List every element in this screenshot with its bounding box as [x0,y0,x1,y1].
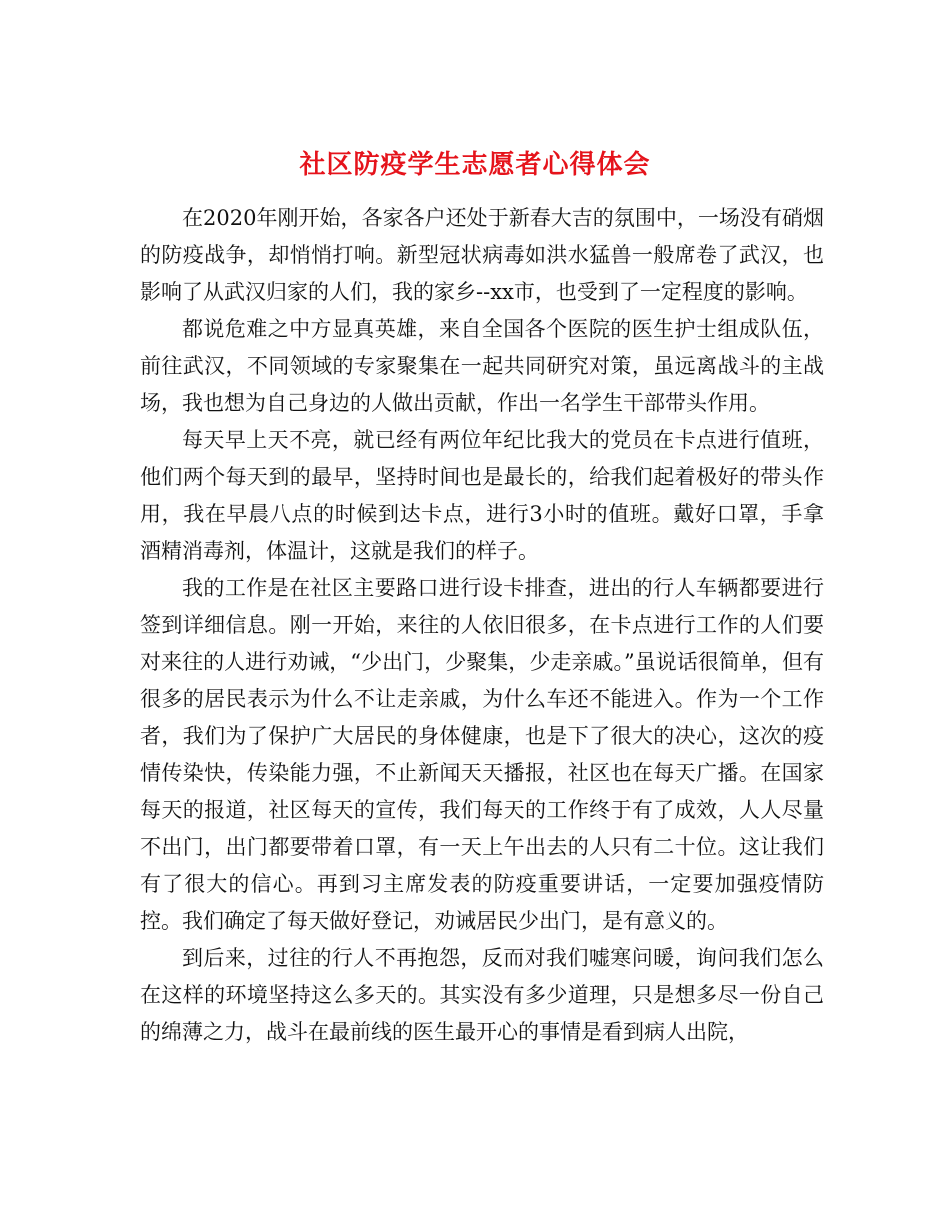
paragraph-4: 我的工作是在社区主要路口进行设卡排查，进出的行人车辆都要进行签到详细信息。刚一开始，来往的人依旧很多，在卡点进行工作的人们要对来往的人进行劝诫，“少出门，少聚集，少走亲戚。”虽说话很简单，但有很多的居民表示为什么不让走亲戚，为什么车还不能进入。作为一个工作者，我们为了保护广大居民的身体健康，也是下了很大的决心，这次的疫情传染快，传染能力强，不止新闻天天播报，社区也在每天广播。在国家每天的报道，社区每天的宣传，我们每天的工作终于有了成效，人人尽量不出门，出门都要带着口罩，有一天上午出去的人只有二十位。这让我们有了很大的信心。再到习主席发表的防疫重要讲话，一定要加强疫情防控。我们确定了每天做好登记，劝诫居民少出门，是有意义的。 [140,576,824,933]
paragraph-2: 都说危难之中方显真英雄，来自全国各个医院的医生护士组成队伍，前往武汉，不同领域的专家聚集在一起共同研究对策，虽远离战斗的主战场，我也想为自己身边的人做出贡献，作出一名学生干部带头作用。 [140,317,824,415]
paragraph-3: 每天早上天不亮，就已经有两位年纪比我大的党员在卡点进行值班，他们两个每天到的最早，坚持时间也是最长的，给我们起着极好的带头作用，我在早晨八点的时候到达卡点，进行3小时的值班。戴好口罩，手拿酒精消毒剂，体温计，这就是我们的样子。 [140,428,824,563]
paragraph-1: 在2020年刚开始，各家各户还处于新春大吉的氛围中，一场没有硝烟的防疫战争，却悄悄打响。新型冠状病毒如洪水猛兽一般席卷了武汉，也影响了从武汉归家的人们，我的家乡--xx市，也受到了一定程度的影响。 [140,206,824,304]
document-title: 社区防疫学生志愿者心得体会 [299,150,651,181]
paragraph-5: 到后来，过往的行人不再抱怨，反而对我们嘘寒问暖，询问我们怎么在这样的环境坚持这么多天的。其实没有多少道理，只是想多尽一份自己的绵薄之力，战斗在最前线的医生最开心的事情是看到病人出院， [140,946,824,1044]
document-body [140,200,824,1051]
